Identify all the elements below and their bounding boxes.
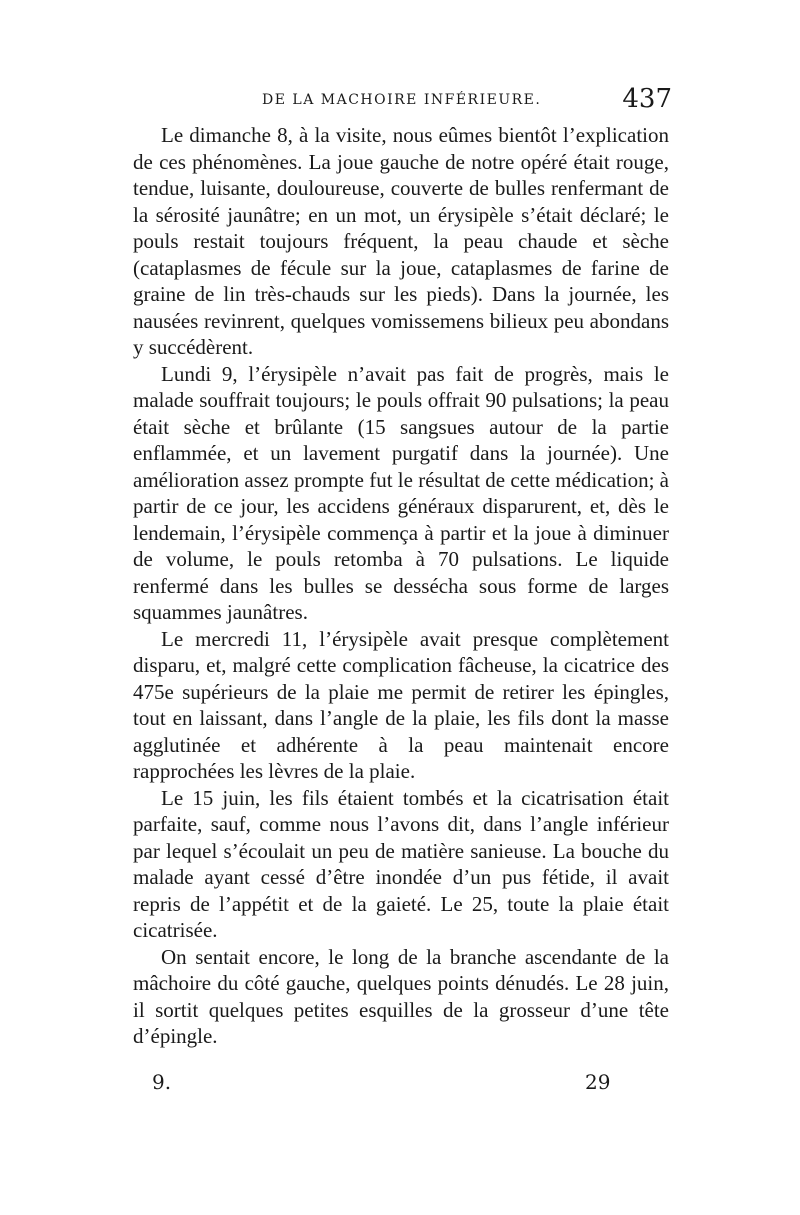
folio-number: 29 xyxy=(585,1070,611,1094)
page-number: 437 xyxy=(622,84,672,114)
signature-mark: 9. xyxy=(152,1070,172,1094)
paragraph: Le dimanche 8, à la visite, nous eûmes bientôt l’explication de ces phénomènes. La joue gauche de notre opéré était rouge, tendue, luisante, douloureuse, couverte de bulles renfermant de la sérosité jaunâtre; en un mot, un érysipèle s’était déclaré; le pouls restait toujours fréquent, la peau chaude et sèche (cataplasmes de fécule sur la joue, cataplasmes de farine de graine de lin très-chauds sur les pieds). Dans la journée, les nausées revinrent, quelques vomissemens bilieux peu abondans y succédèrent. xyxy=(133,123,669,359)
body-text xyxy=(133,122,669,1050)
paragraph: Lundi 9, l’érysipèle n’avait pas fait de progrès, mais le malade souffrait toujours; le pouls offrait 90 pulsations; la peau était sèche et brûlante (15 sangsues autour de la partie enflammée, et un lavement purgatif dans la journée). Une amélioration assez prompte fut le résultat de cette médication; à partir de ce jour, les accidens généraux disparurent, et, dès le lendemain, l’érysipèle commença à partir et la joue à diminuer de volume, le pouls retomba à 70 pulsations. Le liquide renfermé dans les bulles se dessécha sous forme de larges squammes jaunâtres. xyxy=(133,361,669,624)
running-title: DE LA MACHOIRE INFÉRIEURE. xyxy=(262,92,542,108)
paragraph: On sentait encore, le long de la branche ascendante de la mâchoire du côté gauche, quelques points dénudés. Le 28 juin, il sortit quelques petites esquilles de la grosseur d’une tête d’épingle. xyxy=(133,944,669,1048)
paragraph: Le mercredi 11, l’érysipèle avait presque complètement disparu, et, malgré cette complication fâcheuse, la cicatrice des 475e supérieurs de la plaie me permit de retirer les épingles, tout en laissant, dans l’angle de la plaie, les fils dont la masse agglutinée et adhérente à la peau maintenait encore rapprochées les lèvres de la plaie. xyxy=(133,626,669,783)
paragraph: Le 15 juin, les fils étaient tombés et la cicatrisation était parfaite, sauf, comme nous l’avons dit, dans l’angle inférieur par lequel s’écoulait un peu de matière sanieuse. La bouche du malade ayant cessé d’être inondée d’un pus fétide, il avait repris de l’appétit et de la gaieté. Le 25, toute la plaie était cicatrisée. xyxy=(133,785,669,942)
